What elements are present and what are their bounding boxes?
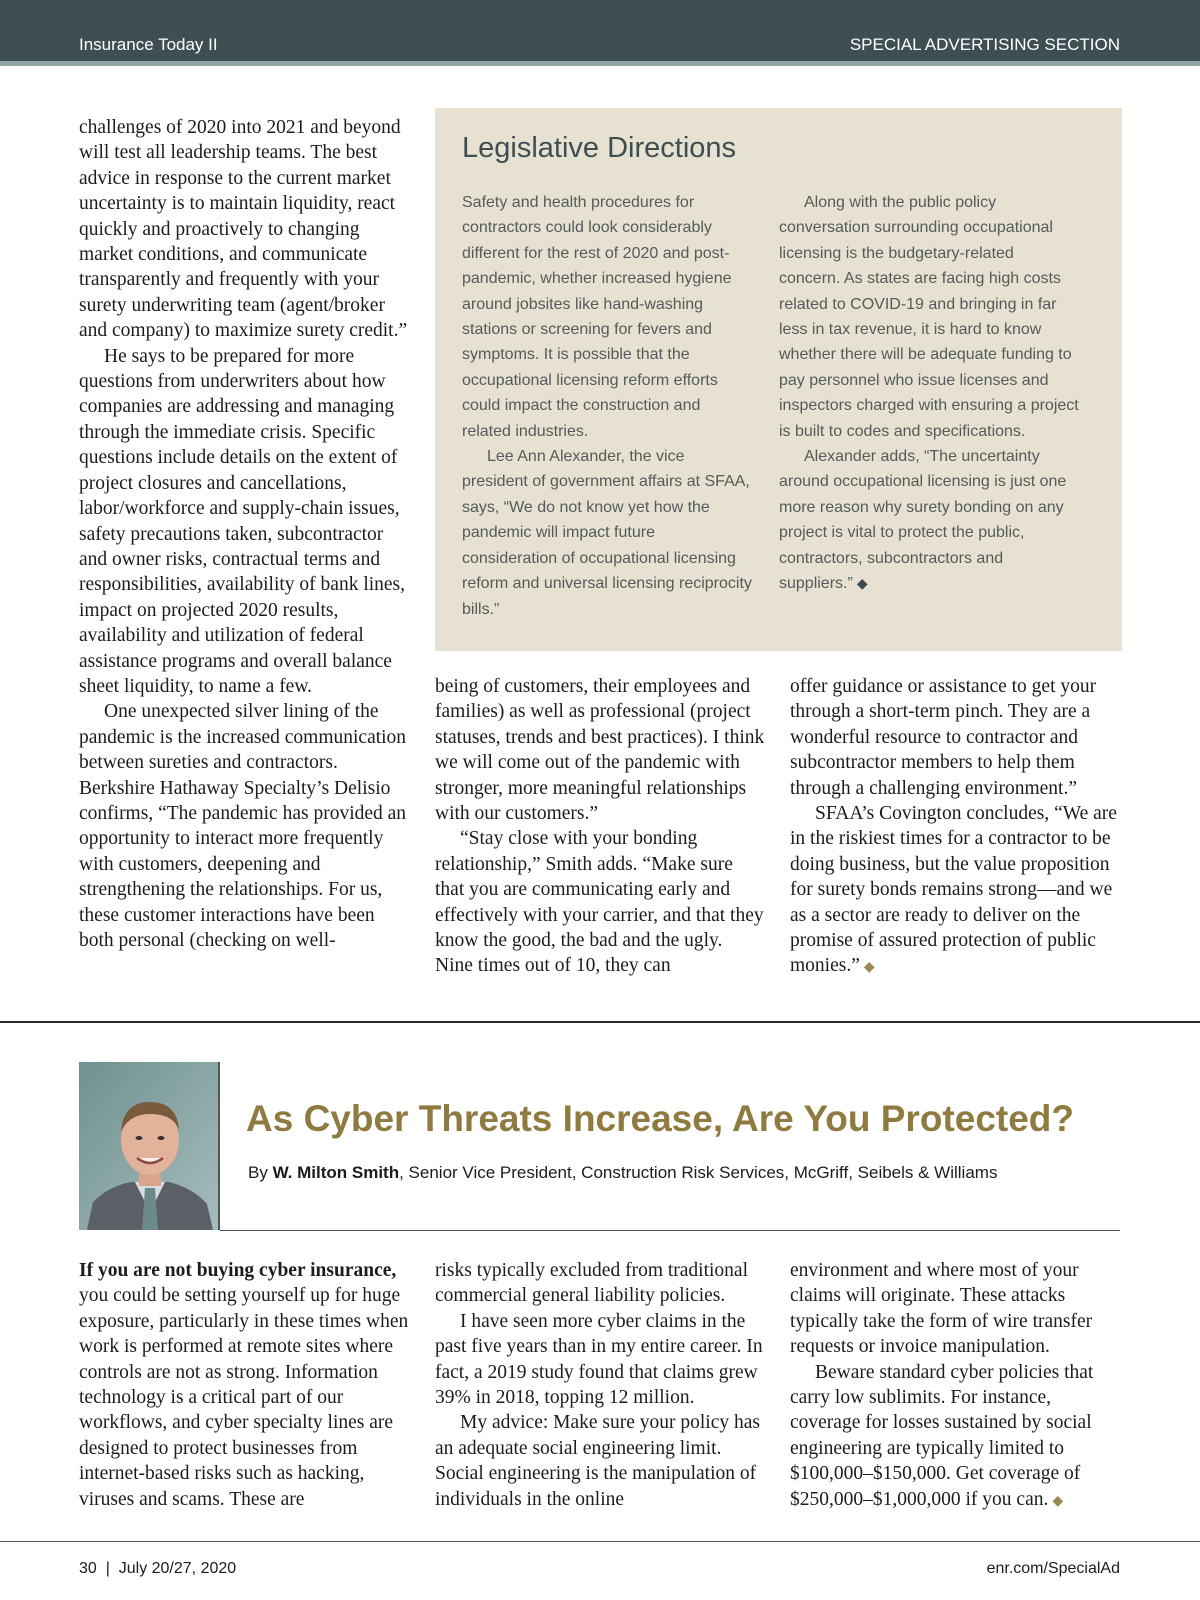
publication-name: Insurance Today II [79,35,218,54]
article2-column-3 [790,1258,1125,1514]
author-photo [79,1062,220,1230]
paragraph: environment and where most of your claims will originate. These attacks typically take the form of wire transfer requests or invoice manipulation. [790,1260,1093,1358]
paragraph-text: Beware standard cyber policies that carry low sublimits. For instance, coverage for losses sustained by social engineering are typically limited to $100,000–$150,000. Get coverage of $250,000–$1,000,000 if you can. [790,1361,1094,1510]
paragraph: offer guidance or assistance to get your through a short-term pinch. They are a wonderful resource to contractor and subcontractor members to help them through a challenging environment.” [790,676,1097,799]
article2-column-2 [435,1258,765,1512]
section-label: SPECIAL ADVERTISING SECTION [849,35,1120,54]
article1-column-1 [79,115,411,953]
lead-in: If you are not buying cyber insurance, [79,1260,397,1281]
footer-rule [0,1541,1200,1542]
paragraph-text: SFAA’s Covington concludes, “We are in the riskiest times for a contractor to be doing business, but the value proposition for surety bonds remains strong—and we as a sector are ready to deliver on the promise of assured protection of public monies.” [790,803,1117,977]
footer-url: enr.com/SpecialAd [986,1560,1120,1577]
legislative-directions-sidebar [435,108,1122,651]
paragraph [790,801,1125,981]
paragraph [779,444,1079,596]
article-title: As Cyber Threats Increase, Are You Protected? [246,1098,1075,1139]
paragraph [79,1258,411,1512]
paragraph: My advice: Make sure your policy has an adequate social engineering limit. Social engineering is the manipulation of individuals in the online [435,1412,761,1510]
paragraph: challenges of 2020 into 2021 and beyond will test all leadership teams. The best advice in response to the current market uncertainty is to maintain liquidity, react quickly and proactively to changing market conditions, and communicate transparently and frequently with your surety underwriting team (agent/broker and company) to maximize surety credit.” [79,117,408,342]
paragraph-text: you could be setting yourself up for huge exposure, particularly in these times when work is performed at remote sites where controls are not as strong. Information technology is a critical part of our workflows, and cyber specialty lines are designed to protect businesses from internet-based risks such as hacking, viruses and scams. These are [79,1285,409,1510]
paragraph: being of customers, their employees and families) as well as professional (project statuses, trends and best practices). I think we will come out of the pandemic with stronger, more meaningful relationships with our customers.” [435,676,765,825]
author-title: , Senior Vice President, Construction Risk Services, McGriff, Seibels & Williams [399,1163,998,1182]
byline-prefix: By [248,1163,273,1182]
byline [248,1163,1148,1183]
author-name: W. Milton Smith [272,1163,400,1182]
paragraph: “Stay close with your bonding relationship,” Smith adds. “Make sure that you are communicating early and effectively with your carrier, and that they know the good, the bad and the ugly. Nine times out of 10, they can [435,828,764,977]
article1-column-3 [790,674,1125,981]
sidebar-column-1 [462,190,752,622]
article2-column-1 [79,1258,411,1512]
paragraph: One unexpected silver lining of the pandemic is the increased communication between sureties and contractors. Berkshire Hathaway Specialty’s Delisio confirms, “The pandemic has provided an opportunity to interact more frequently with customers, deepening and strengthening the relationships. For us, these customer interactions have been both personal (checking on well- [79,701,407,951]
paragraph: He says to be prepared for more questions from underwriters about how companies are addressing and managing through the immediate crisis. Specific questions include details on the extent of project closures and cancellations, labor/workforce and supply-chain issues, safety precautions taken, subcontractor and owner risks, contractual terms and responsibilities, availability of bank lines, impact on projected 2020 results, availability and utilization of federal assistance programs and overall balance sheet liquidity, to name a few. [79,345,406,697]
end-mark-icon: ◆ [863,960,875,976]
article-header-rule [220,1230,1120,1231]
header-bar [0,0,1200,66]
paragraph: Safety and health procedures for contractors could look considerably different for the rest of 2020 and post-pandemic, whether increased hygiene around jobsites like hand-washing stations or screening for fevers and symptoms. It is possible that the occupational licensing reform efforts could impact the construction and related industries. [462,194,732,440]
end-mark-icon: ◆ [856,575,868,592]
end-mark-icon: ◆ [1052,1493,1064,1509]
article1-column-2 [435,674,765,979]
sidebar-column-2 [779,190,1079,597]
paragraph: risks typically excluded from traditional commercial general liability policies. [435,1260,748,1307]
paragraph: Along with the public policy conversation surrounding occupational licensing is the budgetary-related concern. As states are facing high costs related to COVID-19 and bringing in far less in tax revenue, it is hard to know whether there will be adequate funding to pay personnel who issue licenses and inspectors charged with ensuring a project is built to codes and specifications. [779,194,1079,440]
paragraph [790,1360,1125,1514]
paragraph-text: Alexander adds, “The uncertainty around occupational licensing is just one more reason why surety bonding on any project is vital to protect the public, contractors, subcontractors and suppliers.” [779,448,1067,593]
paragraph: Lee Ann Alexander, the vice president of government affairs at SFAA, says, “We do not know yet how the pandemic will impact future consideration of occupational licensing reform and universal licensing reciprocity bills.” [462,448,752,618]
page-number-date: 30 | July 20/27, 2020 [79,1560,237,1577]
section-divider [0,1021,1200,1023]
paragraph: I have seen more cyber claims in the past five years than in my entire career. In fact, a 2019 study found that claims grew 39% in 2018, topping 12 million. [435,1310,763,1409]
sidebar-title: Legislative Directions [462,132,737,164]
